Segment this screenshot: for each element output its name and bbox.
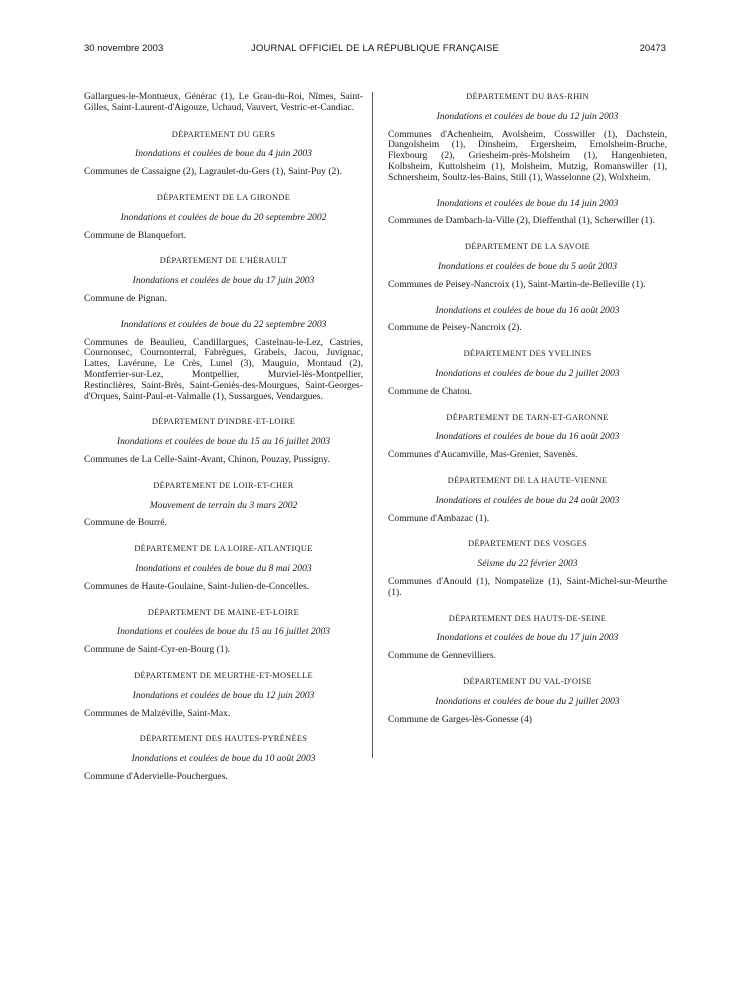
event-description: Inondations et coulées de boue du 12 juin 2003 [132, 689, 315, 701]
event-description: Inondations et coulées de boue du 14 juin 2003 [436, 197, 619, 209]
department-heading: DÉPARTEMENT DES HAUTES-PYRÉNÉES [139, 734, 308, 744]
page-header [84, 43, 666, 59]
header-date: 30 novembre 2003 [84, 43, 164, 54]
event-description: Inondations et coulées de boue du 10 août 2003 [131, 753, 316, 765]
event-description: Inondations et coulées de boue du 16 août 2003 [435, 304, 620, 316]
department-heading: DÉPARTEMENT DE TARN-ET-GARONNE [446, 412, 609, 422]
department-heading: DÉPARTEMENT DE MAINE-ET-LOIRE [147, 607, 300, 617]
communes-list: Communes d'Achenheim, Avolsheim, Cosswiller (1), Dachstein, Dangolsheim (1), Dinsheim, Ergersheim, Ernolsheim-Bruche, Flexbourg (2), Griesheim-près-Molsheim (1), Hangenbieten, Kolbsheim, Kuttolsheim (1), Molsheim, Mutzig, Romanswiller (1), Schnersheim, Soultz-les-Bains, Still (1), Wasselonne (2), Wolxheim. [388, 128, 667, 183]
event-description: Inondations et coulées de boue du 4 juin 2003 [135, 148, 312, 160]
department-heading: DÉPARTEMENT DU VAL-D'OISE [463, 676, 592, 686]
communes-list: Communes de Cassaigne (2), Lagraulet-du-Gers (1), Saint-Puy (2). [84, 166, 342, 178]
communes-list: Communes de Malzéville, Saint-Max. [84, 707, 231, 719]
communes-list: Commune de Saint-Cyr-en-Bourg (1). [84, 644, 231, 656]
department-heading: DÉPARTEMENT DU BAS-RHIN [466, 92, 589, 101]
event-description: Inondations et coulées de boue du 17 juin 2003 [132, 275, 315, 287]
event-description: Inondations et coulées de boue du 2 juillet 2003 [435, 367, 620, 379]
event-description: Inondations et coulées de boue du 22 septembre 2003 [120, 318, 327, 330]
communes-list: Commune de Blanquefort. [84, 229, 187, 241]
department-heading: DÉPARTEMENT DE LA HAUTE-VIENNE [447, 475, 608, 485]
event-description: Inondations et coulées de boue du 17 juin 2003 [436, 632, 619, 644]
department-heading: DÉPARTEMENT D'INDRE-ET-LOIRE [151, 417, 296, 427]
event-description: Inondations et coulées de boue du 24 août 2003 [435, 494, 620, 506]
event-description: Inondations et coulées de boue du 2 juillet 2003 [435, 695, 620, 707]
department-heading: DÉPARTEMENT DE LA SAVOIE [465, 242, 590, 252]
event-description: Inondations et coulées de boue du 5 août 2003 [437, 260, 618, 272]
communes-list: Communes d'Aucamville, Mas-Grenier, Savenès. [388, 449, 578, 461]
column-divider [372, 92, 373, 758]
event-description: Mouvement de terrain du 3 mars 2002 [149, 499, 298, 511]
department-heading: DÉPARTEMENT DE MEURTHE-ET-MOSELLE [134, 670, 313, 680]
left-column [84, 92, 363, 798]
event-description: Inondations et coulées de boue du 15 au 16 juillet 2003 [116, 436, 331, 448]
department-heading: DÉPARTEMENT DES YVELINES [463, 349, 592, 359]
communes-list: Communes d'Anould (1), Nompatelize (1), Saint-Michel-sur-Meurthe (1). [388, 575, 667, 598]
right-column [388, 92, 667, 740]
department-heading: DÉPARTEMENT DE LA GIRONDE [156, 192, 291, 202]
department-heading: DÉPARTEMENT DE L'HÉRAULT [159, 256, 288, 266]
communes-list: Communes de Dambach-la-Ville (2), Dieffenthal (1), Scherwiller (1). [388, 215, 655, 227]
department-heading: DÉPARTEMENT DE LA LOIRE-ATLANTIQUE [134, 544, 313, 554]
communes-list: Commune de Pignan. [84, 292, 167, 304]
event-description: Séisme du 22 février 2003 [477, 558, 578, 570]
communes-list: Commune de Chatou. [388, 385, 472, 397]
communes-list: Communes de La Celle-Saint-Avant, Chinon, Pouzay, Pussigny. [84, 453, 330, 465]
header-page-number: 20473 [639, 43, 666, 54]
continuation-text: Gallargues-le-Montueux, Générac (1), Le Grau-du-Roi, Nîmes, Saint-Gilles, Saint-Laurent-d'Aigouze, Uchaud, Vauvert, Vestric-et-Candiac. [84, 91, 363, 113]
department-heading: DÉPARTEMENT DES VOSGES [467, 539, 588, 549]
communes-list: Commune de Peisey-Nancroix (2). [388, 322, 522, 334]
event-description: Inondations et coulées de boue du 20 septembre 2002 [120, 211, 327, 223]
communes-list: Commune de Bourré. [84, 517, 167, 529]
communes-list: Communes de Peisey-Nancroix (1), Saint-Martin-de-Belleville (1). [388, 278, 646, 290]
department-heading: DÉPARTEMENT DU GERS [171, 129, 276, 139]
communes-list: Communes de Beaulieu, Candillargues, Castelnau-le-Lez, Castries, Cournonsec, Cournonterral, Fabrègues, Grabels, Jacou, Juvignac, Lattes, Lavérune, Le Crès, Lunel (3), Mauguio, Montaud (2), Montferrier-sur-Lez, Montpellier, Murviel-lès-Montpellier, Restinclières, Saint-Brès, Saint-Geniès-des-Mourgues, Saint-Georges-d'Orques, Saint-Paul-et-Valmalle (1), Sussargues, Vendargues. [84, 336, 363, 402]
communes-list: Commune d'Ambazac (1). [388, 512, 490, 524]
event-description: Inondations et coulées de boue du 12 juin 2003 [436, 110, 619, 122]
department-heading: DÉPARTEMENT DE LOIR-ET-CHER [153, 480, 294, 490]
event-description: Inondations et coulées de boue du 15 au 16 juillet 2003 [116, 626, 331, 638]
communes-list: Commune de Gennevilliers. [388, 650, 496, 662]
communes-list: Commune de Garges-lès-Gonesse (4) [388, 713, 532, 725]
communes-list: Communes de Haute-Goulaine, Saint-Julien-de-Concelles. [84, 580, 310, 592]
event-description: Inondations et coulées de boue du 8 mai 2003 [135, 562, 312, 574]
department-heading: DÉPARTEMENT DES HAUTS-DE-SEINE [448, 613, 607, 623]
header-journal-title: JOURNAL OFFICIEL DE LA RÉPUBLIQUE FRANÇAISE [250, 43, 500, 54]
communes-list: Commune d'Adervielle-Pouchergues. [84, 770, 228, 782]
event-description: Inondations et coulées de boue du 16 août 2003 [435, 431, 620, 443]
